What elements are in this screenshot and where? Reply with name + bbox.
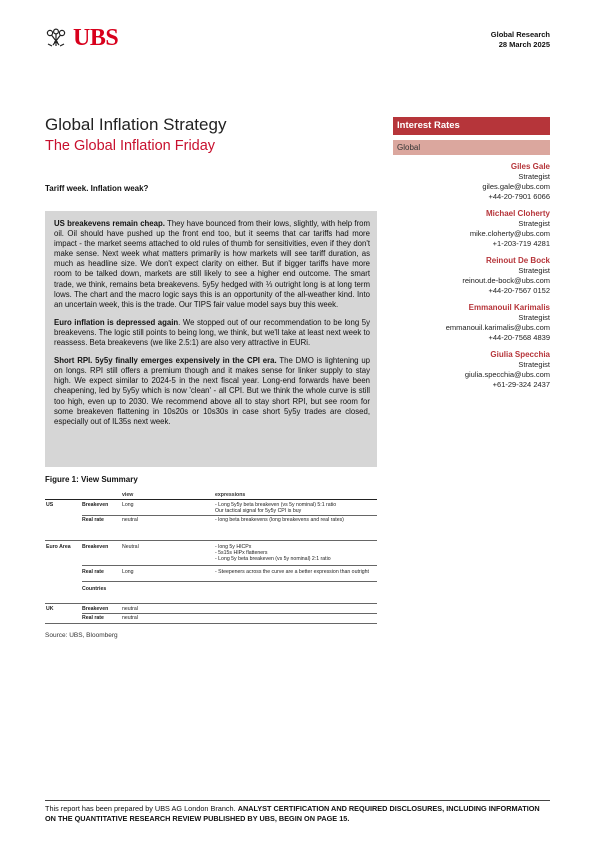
author-name: Reinout De Bock <box>485 256 550 265</box>
report-subtitle: The Global Inflation Friday <box>45 138 216 154</box>
table-cell-region: UK <box>46 606 54 612</box>
author-block <box>393 303 550 343</box>
table-cell-expression: - Long 5y beta breakeven (vs 5y nominal) 2:1 ratio <box>215 556 331 562</box>
author-list <box>393 162 550 397</box>
author-email[interactable]: reinout.de-bock@ubs.com <box>462 276 550 285</box>
table-cell-instrument: Countries <box>82 586 107 592</box>
author-email[interactable]: giulia.specchia@ubs.com <box>464 370 550 379</box>
table-cell-region: US <box>46 502 54 508</box>
author-email[interactable]: emmanouil.karimalis@ubs.com <box>445 323 550 332</box>
col-header-expressions: expressions <box>215 492 246 498</box>
author-role: Strategist <box>518 360 550 369</box>
report-date: 28 March 2025 <box>498 40 550 49</box>
summary-paragraph-uk: Short RPI. 5y5y finally emerges expensively in the CPI era. The DMO is lightening up on longs. RPI still offers a premium though and it makes sense for linker supply to stay high. We expect similar to 2024-5 in the next fiscal year. Long-end forwards have been cheapening, led by 5y5y which is now 'clean' - all CPI. But we think the whole curve is still too high, even up to 2030. We recommend above all to stay short RPI, but see room for some breakeven flattening in 10s20s or 10s30s in case short 5y5y trades are closed, especially out of IL35s next week. <box>54 356 370 426</box>
report-title: Global Inflation Strategy <box>45 115 227 134</box>
table-cell-expression: Our tactical signal for 5y5y CPI is buy <box>215 508 302 514</box>
table-rule <box>82 613 377 614</box>
view-summary-table <box>45 489 377 625</box>
author-phone: +1-203-719 4281 <box>492 239 550 248</box>
author-email[interactable]: mike.cloherty@ubs.com <box>469 229 550 238</box>
table-cell-instrument: Breakeven <box>82 502 109 508</box>
table-cell-view: Long <box>122 569 134 575</box>
logo-text: UBS <box>73 25 119 51</box>
table-cell-view: neutral <box>122 606 138 612</box>
region-bar: Global <box>393 140 550 155</box>
report-header <box>491 30 550 50</box>
author-role: Strategist <box>518 313 550 322</box>
author-role: Strategist <box>518 219 550 228</box>
author-name: Emmanouil Karimalis <box>468 303 550 312</box>
author-name: Giulia Specchia <box>490 350 550 359</box>
table-rule <box>82 565 377 566</box>
table-rule <box>45 540 377 541</box>
ubs-logo <box>45 26 118 50</box>
author-phone: +44-20-7568 4839 <box>488 333 550 342</box>
table-cell-view: neutral <box>122 517 138 523</box>
table-cell-view: neutral <box>122 615 138 621</box>
footer-bold: ANALYST CERTIFICATION AND REQUIRED DISCLOSURES, INCLUDING INFORMATION ON THE QUANTITATIVE RESEARCH REVIEW PUBLISHED BY UBS, BEGIN ON PAGE 15. <box>45 804 540 823</box>
table-rule <box>45 603 377 604</box>
table-cell-view: Neutral <box>122 544 139 550</box>
tagline: Tariff week. Inflation weak? <box>45 184 149 193</box>
table-cell-expression: - 5s15s HIPx flatteners <box>215 550 268 556</box>
table-cell-expression: - long 5y HICPx <box>215 544 252 550</box>
table-rule <box>45 623 377 624</box>
disclosure-footer <box>45 804 550 823</box>
author-role: Strategist <box>518 266 550 275</box>
author-block <box>393 350 550 390</box>
summary-paragraph-euro: Euro inflation is depressed again. We stopped out of our recommendation to be long 5y breakevens. The logic still points to being long, we think, but we'll take at least next week to reassess. Beta breakevens (we like 2.5:1) are also very attractive in EURi. <box>54 317 370 348</box>
author-phone: +44-20-7901 6066 <box>488 192 550 201</box>
col-header-view: view <box>122 492 134 498</box>
table-cell-expression: - Long 5y5y beta breakeven (vs 5y nominal) 5:1 ratio <box>215 502 337 508</box>
figure-source: Source: UBS, Bloomberg <box>45 632 118 639</box>
table-rule <box>82 515 377 516</box>
summary-paragraph-us: US breakevens remain cheap. They have bounced from their lows, slightly, with help from oil. Oil should have pushed up the front end too, but it seems that car tariffs had more impact - the market seems attached to old rules of thumb for sensitivities, even if they don't make sense. Next week what matters primarily is how markets will see tariff duration, as much as headline size. We don't expect clarity on either. But if bigger tariffs have more room to be talked down, markets are still likely to see a higher end outcome. The smart trade, we think, remains beta breakevens. 5y5y hedged with ⅓ outright long is at long term lows. The chart and the macro logic says this is an opportunity of the all-weather kind. Into an uncertain week, this is the trade. Our TIPS fair value model says buy this week. <box>54 219 371 309</box>
author-block <box>393 209 550 249</box>
author-block <box>393 256 550 296</box>
author-email[interactable]: giles.gale@ubs.com <box>482 182 550 191</box>
footer-rule <box>45 800 550 801</box>
department: Global Research <box>490 30 550 39</box>
author-phone: +44-20-7567 0152 <box>488 286 550 295</box>
table-cell-expression: - long beta breakevens (long breakevens and real rates) <box>215 517 344 523</box>
author-block <box>393 162 550 202</box>
category-bar: Interest Rates <box>393 117 550 135</box>
table-cell-instrument: Real rate <box>82 517 104 523</box>
figure-title: Figure 1: View Summary <box>45 475 138 484</box>
table-rule <box>82 581 377 582</box>
author-name: Michael Cloherty <box>485 209 550 218</box>
table-cell-instrument: Breakeven <box>82 544 109 550</box>
author-role: Strategist <box>518 172 550 181</box>
table-cell-expression: - Steepeners across the curve are a better expression than outright <box>215 569 369 575</box>
table-cell-view: Long <box>122 502 134 508</box>
author-name: Giles Gale <box>510 162 550 171</box>
table-cell-instrument: Real rate <box>82 569 104 575</box>
author-phone: +61-29-324 2437 <box>492 380 550 389</box>
table-cell-region: Euro Area <box>46 544 71 550</box>
keys-icon <box>45 28 67 48</box>
table-rule <box>45 499 377 500</box>
footer-plain: This report has been prepared by UBS AG London Branch. <box>45 804 238 813</box>
summary-box <box>45 211 377 467</box>
table-cell-instrument: Real rate <box>82 615 104 621</box>
table-cell-instrument: Breakeven <box>82 606 109 612</box>
